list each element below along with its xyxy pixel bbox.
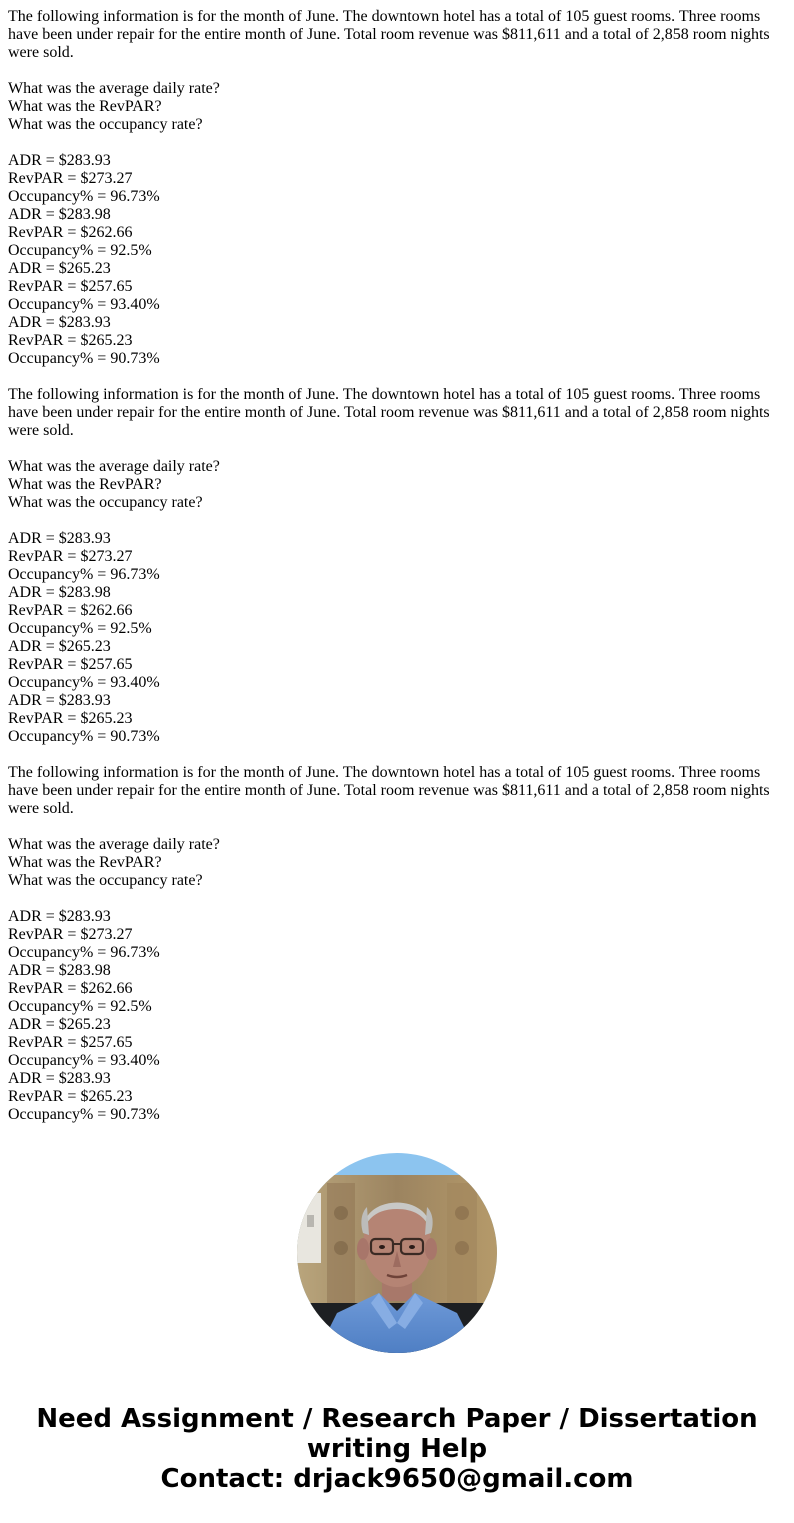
answer-option: ADR = $283.98: [8, 584, 111, 601]
answer-option: Occupancy% = 96.73%: [8, 566, 160, 583]
answer-option: ADR = $283.93: [8, 314, 111, 331]
answer-option: Occupancy% = 92.5%: [8, 242, 152, 259]
answer-option: RevPAR = $257.65: [8, 656, 133, 673]
answer-option: RevPAR = $257.65: [8, 278, 133, 295]
question-adr: What was the average daily rate?: [8, 836, 220, 853]
answer-option: Occupancy% = 90.73%: [8, 1106, 160, 1123]
answer-option: RevPAR = $273.27: [8, 170, 133, 187]
portrait-illustration: [297, 1153, 497, 1353]
question-list: [8, 80, 784, 134]
answer-option: Occupancy% = 96.73%: [8, 944, 160, 961]
question-adr: What was the average daily rate?: [8, 458, 220, 475]
question-adr: What was the average daily rate?: [8, 80, 220, 97]
question-block-1: [8, 8, 784, 368]
answer-option: Occupancy% = 93.40%: [8, 1052, 160, 1069]
contact-email: Contact: drjack9650@gmail.com: [160, 1464, 634, 1494]
question-list: [8, 458, 784, 512]
answer-option: RevPAR = $262.66: [8, 224, 133, 241]
question-occupancy: What was the occupancy rate?: [8, 494, 203, 511]
answer-option: Occupancy% = 90.73%: [8, 728, 160, 745]
question-block-3: [8, 764, 784, 1124]
answer-option: ADR = $265.23: [8, 638, 111, 655]
answer-option: ADR = $283.98: [8, 962, 111, 979]
answer-option: RevPAR = $273.27: [8, 926, 133, 943]
answer-option: RevPAR = $265.23: [8, 332, 133, 349]
answer-options: [8, 908, 784, 1124]
answer-options: [8, 530, 784, 746]
answer-option: Occupancy% = 92.5%: [8, 620, 152, 637]
answer-option: RevPAR = $262.66: [8, 602, 133, 619]
question-revpar: What was the RevPAR?: [8, 476, 162, 493]
answer-option: RevPAR = $265.23: [8, 1088, 133, 1105]
answer-option: ADR = $283.98: [8, 206, 111, 223]
question-block-2: [8, 386, 784, 746]
problem-statement: The following information is for the month of June. The downtown hotel has a total of 105 guest rooms. Three rooms have been under repair for the entire month of June. Total room revenue was $811,611 and a total of 2,858 room nights were sold.: [8, 386, 770, 439]
answer-option: Occupancy% = 93.40%: [8, 674, 160, 691]
answer-option: ADR = $283.93: [8, 1070, 111, 1087]
answer-option: RevPAR = $265.23: [8, 710, 133, 727]
banner-line-2: writing Help: [306, 1434, 488, 1464]
problem-statement: The following information is for the month of June. The downtown hotel has a total of 105 guest rooms. Three rooms have been under repair for the entire month of June. Total room revenue was $811,611 and a total of 2,858 room nights were sold.: [8, 764, 770, 817]
answer-option: ADR = $283.93: [8, 692, 111, 709]
document-body: [8, 8, 784, 1124]
answer-option: Occupancy% = 93.40%: [8, 296, 160, 313]
answer-option: ADR = $265.23: [8, 260, 111, 277]
answer-option: ADR = $283.93: [8, 908, 111, 925]
answer-option: ADR = $283.93: [8, 152, 111, 169]
question-occupancy: What was the occupancy rate?: [8, 872, 203, 889]
question-revpar: What was the RevPAR?: [8, 98, 162, 115]
problem-statement: The following information is for the month of June. The downtown hotel has a total of 105 guest rooms. Three rooms have been under repair for the entire month of June. Total room revenue was $811,611 and a total of 2,858 room nights were sold.: [8, 8, 770, 61]
answer-option: Occupancy% = 96.73%: [8, 188, 160, 205]
question-revpar: What was the RevPAR?: [8, 854, 162, 871]
answer-option: ADR = $265.23: [8, 1016, 111, 1033]
answer-option: RevPAR = $262.66: [8, 980, 133, 997]
answer-option: Occupancy% = 92.5%: [8, 998, 152, 1015]
answer-option: RevPAR = $273.27: [8, 548, 133, 565]
question-list: [8, 836, 784, 890]
help-contact-banner: [0, 1404, 794, 1494]
author-photo: [297, 1153, 497, 1353]
answer-option: Occupancy% = 90.73%: [8, 350, 160, 367]
question-occupancy: What was the occupancy rate?: [8, 116, 203, 133]
answer-options: [8, 152, 784, 368]
answer-option: ADR = $283.93: [8, 530, 111, 547]
answer-option: RevPAR = $257.65: [8, 1034, 133, 1051]
banner-line-1: Need Assignment / Research Paper / Dissertation: [36, 1404, 758, 1434]
